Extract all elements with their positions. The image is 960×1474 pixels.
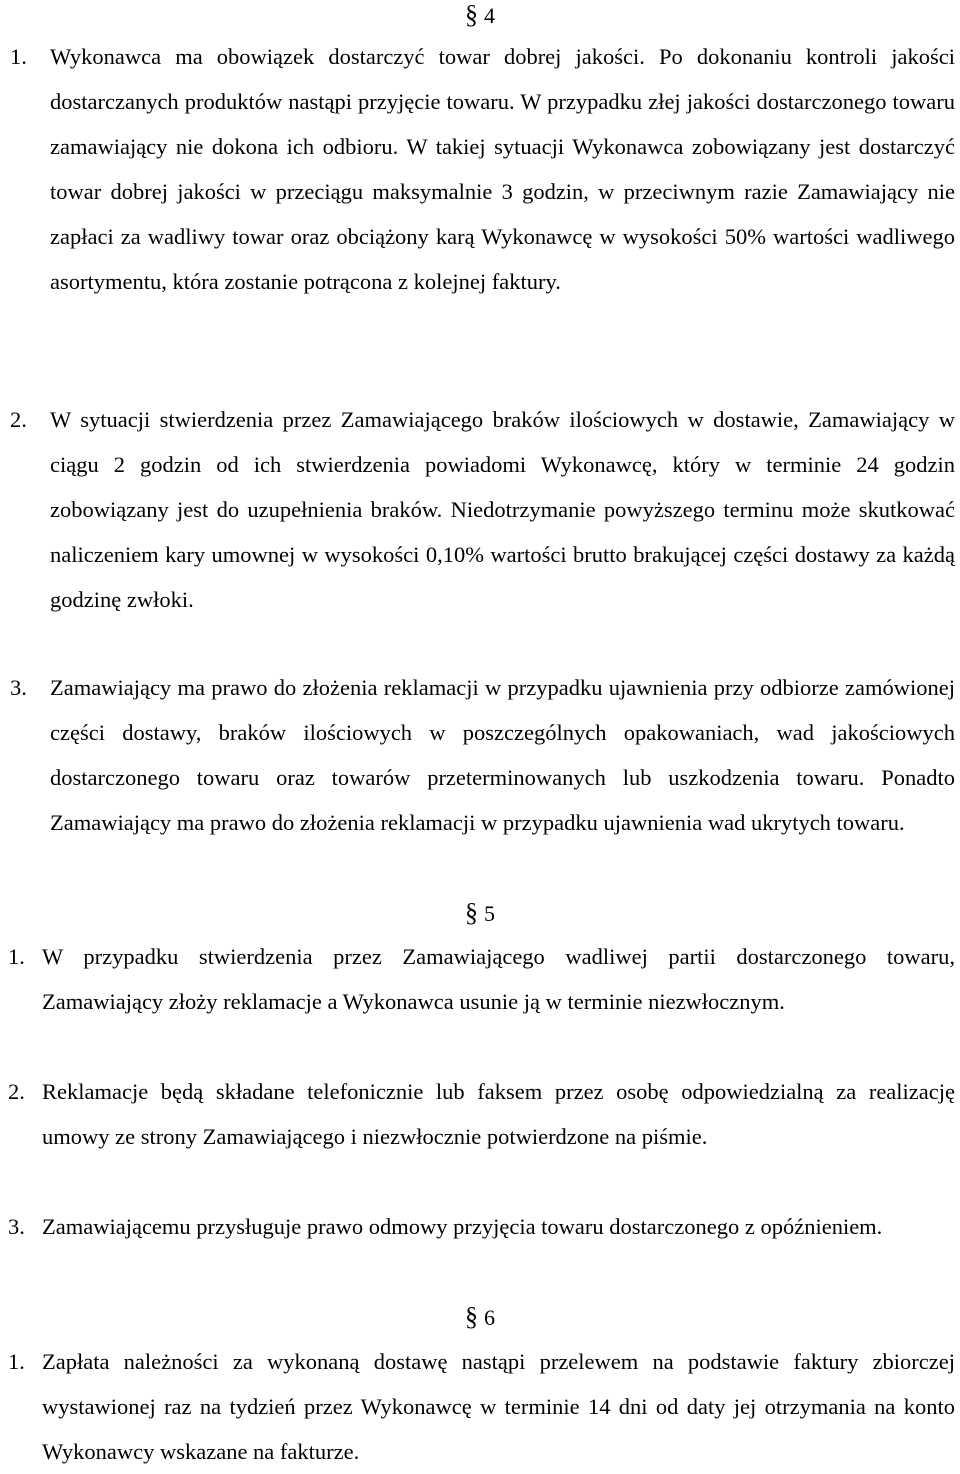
item-label: 3. — [8, 1214, 25, 1239]
item-label: 2. — [8, 1079, 25, 1104]
item-label: 2. — [10, 407, 27, 432]
paragraph-item — [8, 1204, 955, 1249]
section-heading — [0, 1302, 960, 1333]
section-symbol: § — [465, 0, 478, 29]
paragraph-item — [8, 1339, 955, 1474]
section-symbol: § — [465, 1302, 478, 1331]
item-text: Wykonawca ma obowiązek dostarczyć towar dobrej jakości. Po dokonaniu kontroli jakości dostarczanych produktów nastąpi przyjęcie towaru. W przypadku złej jakości dostarczonego towaru zamawiający nie dokona ich odbioru. W takiej sytuacji Wykonawca zobowiązany jest dostarczyć towar dobrej jakości w przeciągu maksymalnie 3 godzin, w przeciwnym razie Zamawiający nie zapłaci za wadliwy towar oraz obciążony karą Wykonawcę w wysokości 50% wartości wadliwego asortymentu, która zostanie potrącona z kolejnej faktury. — [50, 44, 955, 294]
section-heading — [0, 898, 960, 929]
paragraph-item — [10, 34, 955, 304]
section-symbol: § — [465, 898, 478, 927]
item-text: Zapłata należności za wykonaną dostawę nastąpi przelewem na podstawie faktury zbiorczej wystawionej raz na tydzień przez Wykonawcę w terminie 14 dni od daty jej otrzymania na konto Wykonawcy wskazane na fakturze. — [42, 1349, 955, 1464]
item-text: W przypadku stwierdzenia przez Zamawiającego wadliwej partii dostarczonego towaru, Zamawiający złoży reklamacje a Wykonawca usunie ją w terminie niezwłocznym. — [42, 944, 955, 1014]
paragraph-item — [10, 397, 955, 622]
item-label: 3. — [10, 675, 27, 700]
item-text: Zamawiający ma prawo do złożenia reklamacji w przypadku ujawnienia przy odbiorze zamówionej części dostawy, braków ilościowych w poszczególnych opakowaniach, wad jakościowych dostarczonego towaru oraz towarów przeterminowanych lub uszkodzenia towaru. Ponadto Zamawiający ma prawo do złożenia reklamacji w przypadku ujawnienia wad ukrytych towaru. — [50, 675, 955, 835]
item-text: W sytuacji stwierdzenia przez Zamawiającego braków ilościowych w dostawie, Zamawiający w ciągu 2 godzin od ich stwierdzenia powiadomi Wykonawcę, który w terminie 24 godzin zobowiązany jest do uzupełnienia braków. Niedotrzymanie powyższego terminu może skutkować naliczeniem kary umownej w wysokości 0,10% wartości brutto brakującej części dostawy za każdą godzinę zwłoki. — [50, 407, 955, 612]
item-text: Zamawiającemu przysługuje prawo odmowy przyjęcia towaru dostarczonego z opóźnieniem. — [42, 1214, 883, 1239]
section-heading — [0, 0, 960, 31]
item-label: 1. — [10, 44, 27, 69]
paragraph-item — [8, 934, 955, 1024]
item-label: 1. — [8, 944, 25, 969]
item-text: Reklamacje będą składane telefonicznie lub faksem przez osobę odpowiedzialną za realizację umowy ze strony Zamawiającego i niezwłocznie potwierdzone na piśmie. — [42, 1079, 955, 1149]
paragraph-item — [8, 1069, 955, 1159]
section-number: 6 — [484, 1305, 495, 1330]
section-number: 4 — [484, 3, 495, 28]
item-label: 1. — [8, 1349, 25, 1374]
section-number: 5 — [484, 901, 495, 926]
paragraph-item — [10, 665, 955, 845]
